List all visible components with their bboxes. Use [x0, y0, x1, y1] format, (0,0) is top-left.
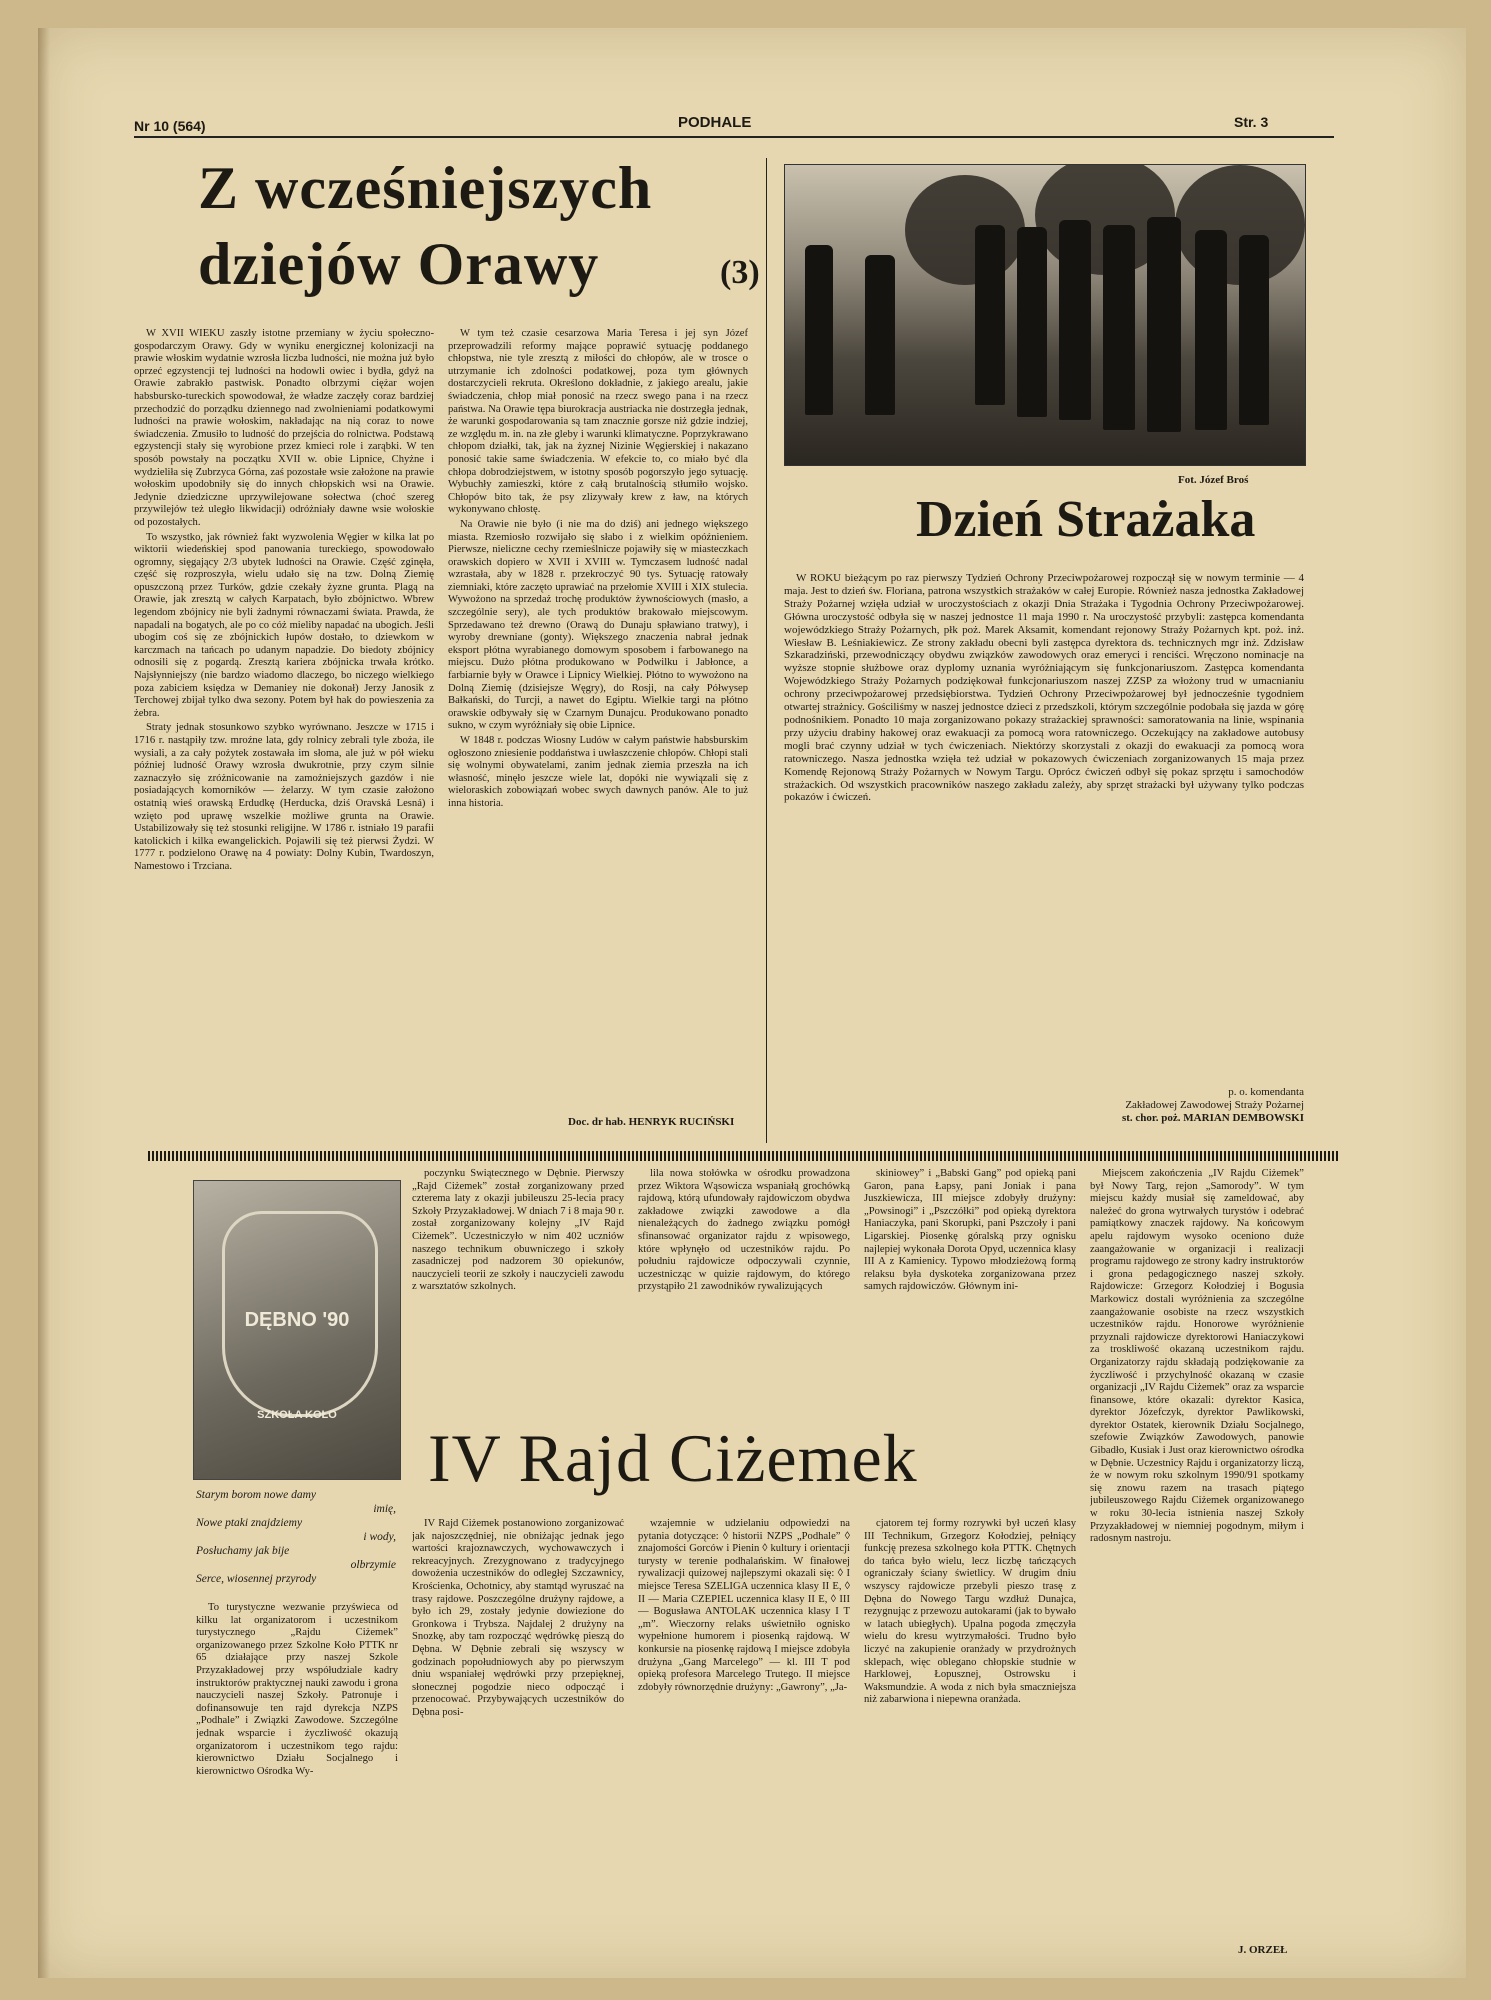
poem-line: Posłuchamy jak bije: [196, 1545, 290, 1557]
tree-shape: [905, 175, 1025, 285]
orawa-paragraph: Straty jednak stosunkowo szybko wyrównano. Jeszcze w 1715 i 1716 r. nastąpiły tzw. mroźne lata, gdy rolnicy zebrali tyle zboża, ile wysiali, a za cały pożytek zostawała im słoma, ale już w pół wieku później ludność Orawy wzrosła dwukrotnie, przy czym silnie zaznaczyło się zróżnicowanie na zamożniejszych gazdów i nie posiadających komorników — żelarzy. W tym czasie założono ostatnią wieś orawską Erdudkę (Herducka, dziś Oravská Lesná) i wzięto pod uprawę wszelkie możliwe grunta na Orawie. Ustabilizowały się też stosunki religijne. W 1786 r. istniało 19 parafii katolickich i kilka ewangelickich. Pojawili się też pierwsi Żydzi. W 1777 r. podzielono Orawę na 4 powiaty: Dolny Kubin, Twardoszyn, Namestowo i Trzciana.: [134, 722, 434, 872]
emblem-year: DĘBNO '90: [244, 1309, 350, 1331]
poem-line: olbrzymie: [350, 1559, 396, 1571]
rajd-paragraph: poczynku Świątecznego w Dębnie. Pierwszy „Rajd Ciżemek” został zorganizowany przed czterema laty z okazji jubileuszu 25-lecia pracy Szkoły Przyzakładowej. W dniach 7 i 8 maja 90 r. został zorganizowany kolejny „IV Rajd Ciżemek”. Uczestniczyło w nim 402 uczniów naszego technikum obuwniczego i szkoły zasadniczej pod nadzorem 30 opiekunów, nauczycieli teorii ze szkoły i nauczycieli zawodu z warsztatów szkolnych.: [412, 1168, 624, 1293]
person-figure: [805, 245, 833, 415]
firefighters-photo: [784, 164, 1306, 466]
rajd-author: J. ORZEŁ: [1238, 1944, 1288, 1956]
orawa-title-line2: dziejów Orawy: [198, 231, 600, 297]
orawa-author: Doc. dr hab. HENRYK RUCIŃSKI: [568, 1116, 735, 1128]
rajd-column-c: [638, 1518, 850, 1972]
signature-line: st. chor. poż. MARIAN DEMBOWSKI: [1121, 1112, 1304, 1124]
strazak-signature: [958, 1086, 1304, 1125]
rajd-column-b: [412, 1518, 624, 1972]
rajd-paragraph: wzajemnie w udzielaniu odpowiedzi na pytania dotyczące: ◊ historii NZPS „Podhale” ◊ znajomości Gorców i Pienin ◊ kultury i orientacji turysty w terenie podhalańskim. W finałowej rywalizacji quizowej najlepszymi okazali się: ◊ I miejsce Teresa SZELIGA uczennica klasy II E, ◊ II — Maria CZEPIEL uczennica klasy II E, ◊ III — Bogusława ANTOLAK uczennica klasy I T „m”. Wieczorny relaks uświetniło ognisko wypełnione humorem i piosenką rajdową. W konkursie na piosenkę rajdową I miejsce zdobyła drużyna „Gang Marcelego” — kl. III T pod opieką profesora Marcelego Trutego. II miejsce zdobyły równorzędnie drużyny: „Gawrony”, „Ja-: [638, 1518, 850, 1693]
orawa-paragraph: W 1848 r. podczas Wiosny Ludów w całym państwie habsburskim ogłoszono zniesienie poddaństwa i uwłaszczenie chłopów. Chłopi stali się wolnymi obywatelami, zanim jednak ziemia przeszła na ich własność, minęło jeszcze wiele lat, dopóki nie wywiązali się z wieloraskich zobowiązań wobec swych dawnych panów. Ale to już inna historia.: [448, 735, 748, 809]
rajd-paragraph: lila nowa stołówka w ośrodku prowadzona przez Wiktora Wąsowicza wspaniałą grochówką rajdową, którą ufundowały rajdowiczom obydwa zakładowe związki zawodowe a dla nienależących do żadnego związku pomógł sfinansować organizator rajdu z wpisowego, które wpłynęło od uczestników rajdu. Po południu rajdowicze odpoczywali czynnie, uczestnicząc w quizie rajdowym, do którego przystąpiło 21 zawodników rywalizujących: [638, 1168, 850, 1293]
rajd-column-e: [1090, 1168, 1304, 1938]
strazak-paragraph: W ROKU bieżącym po raz pierwszy Tydzień Ochrony Przeciwpożarowej rozpoczął się w nowym terminie — 4 maja. Jest to dzień św. Floriana, patrona wszystkich strażaków w całej Europie. Również nasza jednostka Zakładowej Straży Pożarnej wzięła udział w uroczystościach z okazji Dnia Strażaka i Tygodnia Ochrony Przeciwpożarowej. Główna uroczystość odbyła się w naszej jednostce 11 maja 1990 r. Na uroczystość przybyli: zastępca komendanta wojewódzkiego Straży Pożarnych, płk poż. Marek Aksamit, komendant rejonowy Straży Pożarnych kpt. poż. inż. Wiesław B. Leśniakiewicz. Ze strony zakładu obecni byli zastępca dyrektora ds. technicznych mgr inż. Zdzisław Szkaradziński, przewodniczący obydwu związków zawodowych oraz emeryci i renciści. Wręczono nominacje na wyższe stopnie służbowe oraz dyplomy uznania wyróżniającym się funkcjonariuszom. Zastępca komendanta Wojewódzkiego Straży Pożarnych podziękował funkcjonariuszom naszej ZZSP za włożony trud w umacnianiu ochrony przeciwpożarowej przedsiębiorstwa. Tydzień Ochrony Przeciwpożarowej był jednocześnie tygodniem otwartej strażnicy. Gościliśmy w naszej jednostce dzieci z przedszkoli, którym szczególnie podobała się jazda w górę podnośnikiem. Ponadto 10 maja zorganizowano pokazy strażackiej sprawności: samoratowania na linie, wspinania przy użyciu drabiny hakowej oraz ewakuacji za pomocą wora ratowniczego. Oczekujący na zakładowe autobusy mogli brać czynny udział w tych ćwiczeniach. Niektórzy skorzystali z okazji do ewakuacji za pomocą wora ratowniczego. Nasza jednostka wzięła też udział w pokazowych ćwiczeniach zorganizowanych 15 maja przez Komendę Rejonową Straży Pożarnych w Nowym Targu. Oprócz ćwiczeń odbył się pokaz sprzętu i samochodów strażackich. Od wszystkich pracowników naszego zakładu zależy, aby sprzęt strażacki był używany tylko podczas pokazów i ćwiczeń.: [784, 572, 1304, 804]
poem-line: Serce, wiosennej przyrody: [196, 1573, 317, 1585]
strazak-body: [784, 572, 1304, 1090]
emblem-subtitle: SZKOŁA KOŁO: [257, 1409, 337, 1421]
issue-number: Nr 10 (564): [134, 118, 206, 134]
page-fold-shadow: [38, 28, 50, 1978]
person-figure: [1147, 217, 1181, 432]
orawa-column-1: [134, 328, 434, 1128]
newspaper-page: [38, 28, 1466, 1978]
rajd-emblem-photo: [193, 1180, 401, 1480]
rajd-paragraph: cjatorem tej formy rozrywki był uczeń klasy III Technikum, Grzegorz Kołodziej, pełniący funkcję prezesa szkolnego koła PTTK. Chętnych do tańca było wielu, lecz liczbę tańczących ograniczały ściany świetlicy. W drugim dniu wszyscy rajdowicze przebyli pieszo trasę z Dębna do Nowego Targu wzdłuż Dunajca, rezygnując z przewozu autokarami (jak to bywało w latach ubiegłych). Upalna pogoda zmęczyła wielu do kresu wytrzymałości. Trudno było liczyć na zakupienie oranżady w przydrożnych sklepach, więc oblegano chłopskie studnie w Harklowej, Łopusznej, Ostrowsku i Waksmundzie. A woda z nich była smaczniejsza niż zabarwiona i niepewna oranżada.: [864, 1518, 1076, 1706]
rajd-paragraph: Miejscem zakończenia „IV Rajdu Ciżemek” był Nowy Targ, rejon „Samorody”. W tym miejscu każdy musiał się zameldować, aby należeć do grona wytrwałych turystów i odebrać pamiątkowy znaczek rajdowy. Na końcowym apelu rajdowym wysoko oceniono duże zaangażowanie w organizacji i realizacji programu rajdowego ze strony kadry instruktorów i grona pedagogicznego naszej szkoły. Rajdowicze: Grzegorz Kołodziej i Bogusia Markowicz dostali wyróżnienia za szczególne zaangażowanie osobiste na rzecz wszystkich uczestników rajdu. Honorowe wyróżnienie przyznali rajdowicze dyrektorowi Haniaczykowi za troskliwość okazaną uczestnikom rajdu. Organizatorzy rajdu składają podziękowanie za życzliwość i przychylność okazaną w czasie organizacji „IV Rajdu Ciżemek” oraz za wsparcie finansowe, które okazali: dyrektor Kasica, dyrektor Józefczyk, dyrektor Pawlikowski, dyrektor Ostatek, kierownik Działu Socjalnego, szefowie Związków Zawodowych, panowie Gibadło, Kusiak i Just oraz kierownictwo ośrodka w Dębnie. Uczestnicy Rajdu i organizatorzy liczą, że w nowym roku szkolnym 1990/91 spotkamy się znowu razem na trasach piątego jubileuszowego Rajdu Ciżemek organizowanego w roku 30-lecia istnienia naszej Szkoły Przyzakładowej w niemniej pogodnym, miłym i radosnym nastroju.: [1090, 1168, 1304, 1545]
orawa-column-2: [448, 328, 748, 1098]
rajd-top-column-2: [638, 1168, 850, 1408]
column-divider: [766, 158, 767, 1143]
orawa-part-number: (3): [720, 254, 760, 291]
orawa-paragraph: W XVII WIEKU zaszły istotne przemiany w życiu społeczno-gospodarczym Orawy. Gdy w wyniku energicznej kolonizacji na prawie włoskim wydatnie wzrosła liczba ludności, nie można już było oprzeć egzystencji tej ludności na hodowli owiec i bydła, gdyż na Orawie zabrakło pastwisk. Ponadto olbrzymi ciężar wojen habsbursko-tureckich spowodował, że władze zaczęły coraz bardziej przechodzić do porządku dziennego nad zwolnieniami podatkowymi ludności na prawie wołoskim, nakładając na nią coraz to nowe świadczenia. Zmusiło to ludność do przejścia do rolnictwa. Podstawą egzystencji stały się wyrobione przez kmieci role i zarąbki. W ten sposób powstały na początku XVII w. obie Lipnice, Chyżne i wydzieliła się Zubrzyca Górna, zaś pozostałe wsie założone na prawie wołoskim upodobniły się do innych chłopskich wsi na Orawie. Jedynie dziedziczne uprzywilejowane sołectwa (choć szereg przywilejów też uległo likwidacji) odróżniały dawne wsie wołoskie od pozostałych.: [134, 328, 434, 528]
signature-line: p. o. komendanta: [1228, 1086, 1304, 1098]
person-figure: [1017, 227, 1047, 417]
rajd-column-a: [196, 1602, 398, 1972]
rajd-paragraph: IV Rajd Ciżemek postanowiono zorganizować jak najoszczędniej, nie obniżając jednak jego wartości krajoznawczych, wychowawczych i rekreacyjnych. Zrezygnowano z tradycyjnego dowożenia uczestników do odległej Szczawnicy, Krościenka, Ochotnicy, aby stamtąd wyruszać na trasy rajdowe. Poszczególne drużyny rajdowe, a było ich 29, zostały jedynie dowiezione do Gronkowa i Trybsza. Najdalej 2 drużyny na Snozkę, aby tam rozpocząć wędrówkę pieszą do Dębna. W Dębnie zebrali się wszyscy w godzinach popołudniowych aby po pierwszym dniu wspaniałej wędrówki przy przepięknej, słonecznej pogodzie nieco odpocząć i przenocować. Przybywających uczestników do Dębna posi-: [412, 1518, 624, 1718]
poem-line: imię,: [373, 1503, 396, 1515]
orawa-paragraph: To wszystko, jak również fakt wyzwolenia Węgier w kilka lat po wiktorii wiedeńskiej spod panowania tureckiego, spowodowało ogromny, sięgający 2/3 ubytek ludności na Orawie. Część zginęła, część się rozproszyła, wielu udało się na tzw. Dolną Ziemię opuszczoną przez Turków, gdzie czekały żyzne grunta. Plagą na Orawie, jak zresztą w całych Karpatach, było zbójnictwo. Wbrew legendom zbójnicy nie byli żadnymi równaczami świata. Prawda, że napadali na bogatych, ale po co cóż mieliby napadać na ubogich. Jeśli ubogim coś się ze zbójnickich łupów dostało, to dziewkom w karczmach na tańcach po udanym napadzie. Do biedoty zbójnicy odnosili się z pogardą. Zresztą kariera zbójnicka trwała krótko. Najsłynniejszy (nie bardzo wiadomo dlaczego, bo niczego wielkiego poza zabiciem księdza w Demaniey nie dokonał) Jerzy Janosik z Terchowej zbijał tylko dwa sezony. Potem był hak do powieszenia za żebra.: [134, 531, 434, 719]
signature-line: Zakładowej Zawodowej Straży Pożarnej: [1125, 1099, 1304, 1111]
orawa-paragraph: Na Orawie nie było (i nie ma do dziś) ani jednego większego miasta. Rzemiosło rozwijało się słabo i z wielkim opóźnieniem. Pierwsze, nieliczne cechy rzemieślnicze pojawiły się w miasteczkach orawskich dopiero w XVII i XVIII w. Tymczasem ludność nadal wzrastała, aby w 1828 r. przekroczyć 90 tys. Sytuację ratowały ziemniaki, które zaczęto uprawiać na przełomie XVIII i XIX stulecia. Wywożono na sprzedaż trochę produktów żywnościowych (masło, a szczególnie sery), ale tych produktów brakowało miejscowym. Sprzedawano też drewno (Orawą do Dunaju spławiano tratwy), i wyroby drewniane (gonty). Większego znaczenia nabrał jednak eksport płótna wyrabianego domowym sposobem i farbowanego na miejscu. Dużo płótna produkowano w Podwilku i Jabłonce, a farbiarnie były w Orawce i Lipnicy Wielkiej. Płótno to wywożono na Dolną Ziemię (dzisiejsze Węgry), do Rosji, na cały Półwysep Bałkański, do Turcji, a nawet do Egiptu. Wielkie targi na płótno orawskie odbywały się w Czarnym Dunajcu. Produkowano ponadto sukno, w czym wyróżniały się obie Lipnice.: [448, 518, 748, 732]
orawa-title-line1: Z wcześniejszych: [198, 155, 653, 221]
person-figure: [975, 225, 1005, 405]
rajd-paragraph: To turystyczne wezwanie przyświeca od kilku lat organizatorom i uczestnikom turystycznego „Rajdu Ciżemek” organizowanego przez Szkolne Koło PTTK nr 65 działające przy naszej Szkole Przyzakładowej przy współudziale kadry instruktorów praktycznej nauki zawodu i grona nauczycieli naszej Szkoły. Patronuje i dofinansowuje ten rajd dyrekcja NZPS „Podhale” i Związki Zawodowe. Szczególne jednak wsparcie i życzliwość okazują organizatorom i uczestnikom tego rajdu: kierownictwo Działu Socjalnego i kierownictwo Ośrodka Wy-: [196, 1602, 398, 1777]
poem-line: Starym borom nowe damy: [196, 1489, 316, 1501]
person-figure: [1195, 230, 1227, 430]
rajd-top-column-1: [412, 1168, 624, 1408]
header-rule: [134, 136, 1334, 138]
paper-title: PODHALE: [678, 114, 752, 131]
person-figure: [865, 255, 895, 415]
rajd-paragraph: skiniowey” i „Babski Gang” pod opieką pani Garon, pana Łapsy, pani Joniak i pana Juszkiewicza, III miejsce zdobyły drużyny: „Powsinogi” i „Pszczółki” pod opieką dyrektora Haniaczyka, pani Skorupki, pani Pszczoły i pani Ligarskiej. Piosenkę góralską przy ognisku najlepiej wykonała Dorota Opyd, uczennica klasy III A z Kamienicy. Typowo młodzieżową formą relaksu była dyskoteka zorganizowana przez samych rajdowiczów. Głównym ini-: [864, 1168, 1076, 1293]
poem-line: Nowe ptaki znajdziemy: [196, 1517, 303, 1529]
person-figure: [1239, 235, 1269, 425]
rajd-top-column-3: [864, 1168, 1076, 1408]
photo-credit: Fot. Józef Broś: [1178, 474, 1249, 486]
orawa-paragraph: W tym też czasie cesarzowa Maria Teresa i jej syn Józef przeprowadzili reformy mające poprawić sytuację poddanego chłopstwa, nie tyle zresztą z miłości do chłopów, ale w trosce o utrzymanie ich zdolności podatkowej, poza tym głównych dostarczycieli rekruta. Określono dokładnie, z jakiego arealu, jakie świadczenia, chłop miał ponosić na rzecz swego pana i na rzecz państwa. Na Orawie tępa biurokracja austriacka nie dostrzegła jednak, że warunki gospodarowania są tam znacznie gorsze niż gdzie indziej, ze względu m. in. na złe gleby i warunki klimatyczne. Poprzykrawano chłopom działki, tak, jak na żyznej Nizinie Węgierskiej i nakazano ponosić takie same świadczenia. W efekcie to, co miało być dla chłopa dobrodziejstwem, w istotny sposób pogorszyło jego sytuację. Wybuchły zamieszki, które z całą brutalnością stłumiło wojsko. Chłopów bito tak, że psy zlizywały krew z ław, na których wykonywano chłostę.: [448, 328, 748, 516]
person-figure: [1059, 220, 1091, 420]
rajd-title: IV Rajd Ciżemek: [428, 1420, 918, 1496]
poem-line: i wody,: [363, 1531, 396, 1543]
strazak-title: Dzień Strażaka: [916, 491, 1256, 548]
section-separator: [148, 1151, 1338, 1161]
person-figure: [1103, 225, 1135, 430]
rajd-poem: [196, 1488, 396, 1586]
rajd-column-d: [864, 1518, 1076, 1972]
page-number: Str. 3: [1234, 114, 1269, 130]
